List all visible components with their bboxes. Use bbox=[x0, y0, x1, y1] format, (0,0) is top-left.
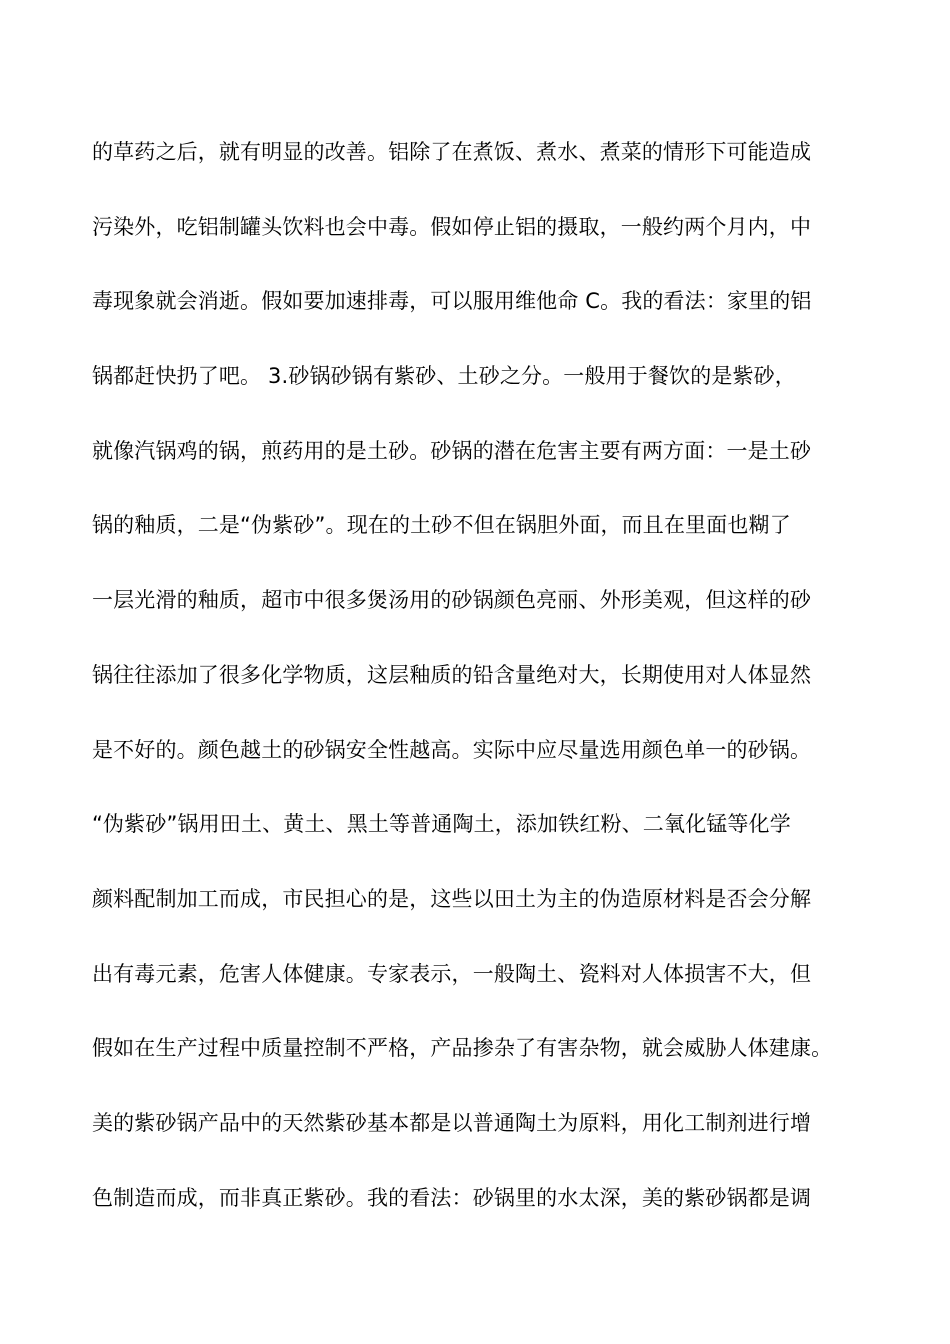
text-line: 的草药之后，就有明显的改善。铝除了在煮饭、煮水、煮菜的情形下可能造成 bbox=[92, 140, 812, 164]
text-line: 出有毒元素，危害人体健康。专家表示，一般陶土、瓷料对人体损害不大，但 bbox=[92, 961, 812, 986]
body-text bbox=[92, 130, 872, 1250]
text-line: 就像汽锅鸡的锅，煎药用的是土砂。砂锅的潜在危害主要有两方面：一是土砂 bbox=[92, 438, 812, 463]
text-line: 一层光滑的釉质，超市中很多煲汤用的砂锅颜色亮丽、外形美观，但这样的砂 bbox=[92, 588, 812, 613]
text-line: 颜料配制加工而成，市民担心的是，这些以田土为主的伪造原材料是否会分解 bbox=[92, 886, 812, 911]
text-line: 锅都赶快扔了吧。 3.砂锅砂锅有紫砂、土砂之分。一般用于餐饮的是紫砂， bbox=[92, 364, 796, 389]
text-line: 锅往往添加了很多化学物质，这层釉质的铅含量绝对大，长期使用对人体显然 bbox=[92, 662, 812, 687]
text-line: “伪紫砂”锅用田土、黄土、黑土等普通陶土，添加铁红粉、二氧化锰等化学 bbox=[92, 812, 791, 837]
text-line: 假如在生产过程中质量控制不严格，产品掺杂了有害杂物，就会威胁人体建康。 bbox=[92, 1036, 833, 1061]
text-line: 锅的釉质，二是“伪紫砂”。现在的土砂不但在锅胆外面，而且在里面也糊了 bbox=[92, 513, 791, 538]
text-line: 色制造而成，而非真正紫砂。我的看法：砂锅里的水太深，美的紫砂锅都是调 bbox=[92, 1185, 812, 1210]
text-line: 是不好的。颜色越土的砂锅安全性越高。实际中应尽量选用颜色单一的砂锅。 bbox=[92, 737, 812, 762]
text-line: 美的紫砂锅产品中的天然紫砂基本都是以普通陶土为原料，用化工制剂进行增 bbox=[92, 1110, 812, 1135]
text-line: 污染外，吃铝制罐头饮料也会中毒。假如停止铝的摄取，一般约两个月内，中 bbox=[92, 214, 812, 239]
text-line: 毒现象就会消逝。假如要加速排毒，可以服用维他命 C。我的看法：家里的铝 bbox=[92, 289, 812, 314]
